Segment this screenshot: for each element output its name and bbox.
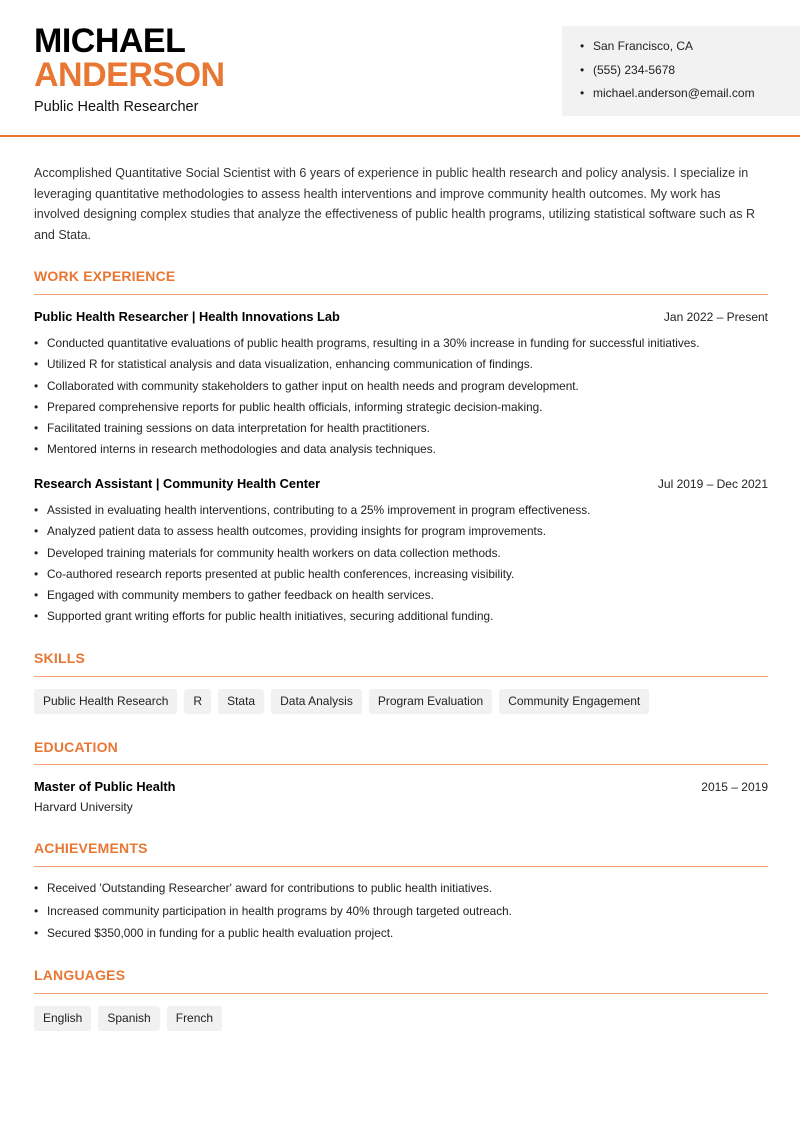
first-name: MICHAEL xyxy=(34,22,186,60)
bullet-icon: • xyxy=(34,588,39,603)
list-item-text: Collaborated with community stakeholders to gather input on health needs and program development. xyxy=(47,378,579,393)
section-title-skills: SKILLS xyxy=(34,650,85,666)
bullet-icon: • xyxy=(34,378,39,393)
list-item xyxy=(34,608,768,629)
section-divider xyxy=(34,993,768,994)
bullet-icon: • xyxy=(580,62,585,77)
bullet-icon: • xyxy=(34,336,39,350)
list-item xyxy=(34,545,768,566)
list-item-text: Secured $350,000 in funding for a public health evaluation project. xyxy=(47,926,394,940)
summary-paragraph: Accomplished Quantitative Social Scientist with 6 years of experience in public health research and policy analysis. I specialize in leveraging quantitative methodologies to assess health interventions and improve community health outcomes. My work has involved designing complex studies that analyze the effectiveness of public health programs, utilizing statistical software such as R and Stata. xyxy=(34,166,755,243)
list-item-text: Increased community participation in health programs by 40% through targeted outreach. xyxy=(47,903,512,918)
education-header xyxy=(34,779,768,794)
section-divider xyxy=(34,866,768,867)
language-chip: English xyxy=(34,1006,91,1031)
achievements-list xyxy=(34,880,768,948)
skills-list xyxy=(34,689,649,714)
last-name: ANDERSON xyxy=(34,56,225,94)
job-role: Public Health Researcher | Health Innovations Lab xyxy=(34,309,340,324)
education-dates: 2015 – 2019 xyxy=(701,780,768,794)
skill-chip: Data Analysis xyxy=(271,689,362,714)
contact-location-text: San Francisco, CA xyxy=(593,39,694,53)
language-chip: French xyxy=(167,1006,222,1031)
list-item xyxy=(34,523,768,544)
contact-box xyxy=(562,26,800,116)
list-item xyxy=(34,566,768,587)
list-item xyxy=(34,502,768,523)
job-bullets xyxy=(34,502,768,630)
bullet-icon: • xyxy=(34,524,39,539)
list-item xyxy=(34,399,768,420)
section-title-work: WORK EXPERIENCE xyxy=(34,268,176,284)
skill-chip: Program Evaluation xyxy=(369,689,492,714)
bullet-icon: • xyxy=(34,903,39,918)
list-item-text: Mentored interns in research methodologies and data analysis techniques. xyxy=(47,442,436,457)
section-title-education: EDUCATION xyxy=(34,739,118,755)
skill-chip: R xyxy=(184,689,211,714)
list-item-text: Conducted quantitative evaluations of public health programs, resulting in a 30% increase in funding for successful initiatives. xyxy=(47,336,700,350)
bullet-icon: • xyxy=(34,399,39,414)
section-divider xyxy=(34,676,768,677)
section-title-languages: LANGUAGES xyxy=(34,967,126,983)
list-item-text: Prepared comprehensive reports for public health officials, informing strategic decision-making. xyxy=(47,399,543,414)
contact-email xyxy=(580,85,800,109)
contact-email-text: michael.anderson@email.com xyxy=(593,86,755,100)
job-bullets xyxy=(34,335,768,463)
languages-list xyxy=(34,1006,222,1031)
list-item xyxy=(34,441,768,462)
language-chip: Spanish xyxy=(98,1006,159,1031)
bullet-icon: • xyxy=(34,357,39,372)
bullet-icon: • xyxy=(34,545,39,560)
list-item xyxy=(34,356,768,377)
bullet-icon: • xyxy=(34,503,39,517)
job-title: Public Health Researcher xyxy=(34,99,199,115)
bullet-icon: • xyxy=(34,442,39,457)
list-item xyxy=(34,335,768,356)
list-item xyxy=(34,925,768,948)
job-header xyxy=(34,476,768,491)
skill-chip: Community Engagement xyxy=(499,689,649,714)
section-divider xyxy=(34,294,768,295)
job-dates: Jan 2022 – Present xyxy=(663,310,768,324)
job-header xyxy=(34,309,768,324)
list-item xyxy=(34,378,768,399)
degree: Master of Public Health xyxy=(34,779,176,794)
list-item xyxy=(34,587,768,608)
header-divider xyxy=(0,135,800,137)
contact-location xyxy=(580,38,800,62)
bullet-icon: • xyxy=(34,881,39,895)
school: Harvard University xyxy=(34,800,133,814)
list-item xyxy=(34,880,768,903)
list-item xyxy=(34,420,768,441)
section-divider xyxy=(34,764,768,765)
bullet-icon: • xyxy=(34,421,39,436)
bullet-icon: • xyxy=(34,609,39,624)
list-item-text: Analyzed patient data to assess health outcomes, providing insights for program improvements. xyxy=(47,524,547,539)
bullet-icon: • xyxy=(580,86,585,100)
list-item xyxy=(34,903,768,926)
bullet-icon: • xyxy=(34,566,39,581)
list-item-text: Developed training materials for community health workers on data collection methods. xyxy=(47,545,501,560)
skill-chip: Stata xyxy=(218,689,264,714)
list-item-text: Facilitated training sessions on data interpretation for health practitioners. xyxy=(47,421,430,436)
bullet-icon: • xyxy=(580,39,585,53)
list-item-text: Supported grant writing efforts for public health initiatives, securing additional funding. xyxy=(47,609,494,624)
section-title-achievements: ACHIEVEMENTS xyxy=(34,840,148,856)
bullet-icon: • xyxy=(34,926,39,940)
contact-phone xyxy=(580,62,800,86)
list-item-text: Engaged with community members to gather feedback on health services. xyxy=(47,588,434,603)
job-role: Research Assistant | Community Health Center xyxy=(34,476,321,491)
job-dates: Jul 2019 – Dec 2021 xyxy=(657,477,768,491)
list-item-text: Utilized R for statistical analysis and data visualization, enhancing communication of findings. xyxy=(47,357,533,372)
list-item-text: Assisted in evaluating health interventions, contributing to a 25% improvement in program effectiveness. xyxy=(47,503,591,517)
skill-chip: Public Health Research xyxy=(34,689,177,714)
resume-header xyxy=(0,0,800,138)
contact-phone-text: (555) 234-5678 xyxy=(593,62,676,77)
list-item-text: Co-authored research reports presented at public health conferences, increasing visibility. xyxy=(47,566,515,581)
list-item-text: Received 'Outstanding Researcher' award for contributions to public health initiatives. xyxy=(47,881,493,895)
